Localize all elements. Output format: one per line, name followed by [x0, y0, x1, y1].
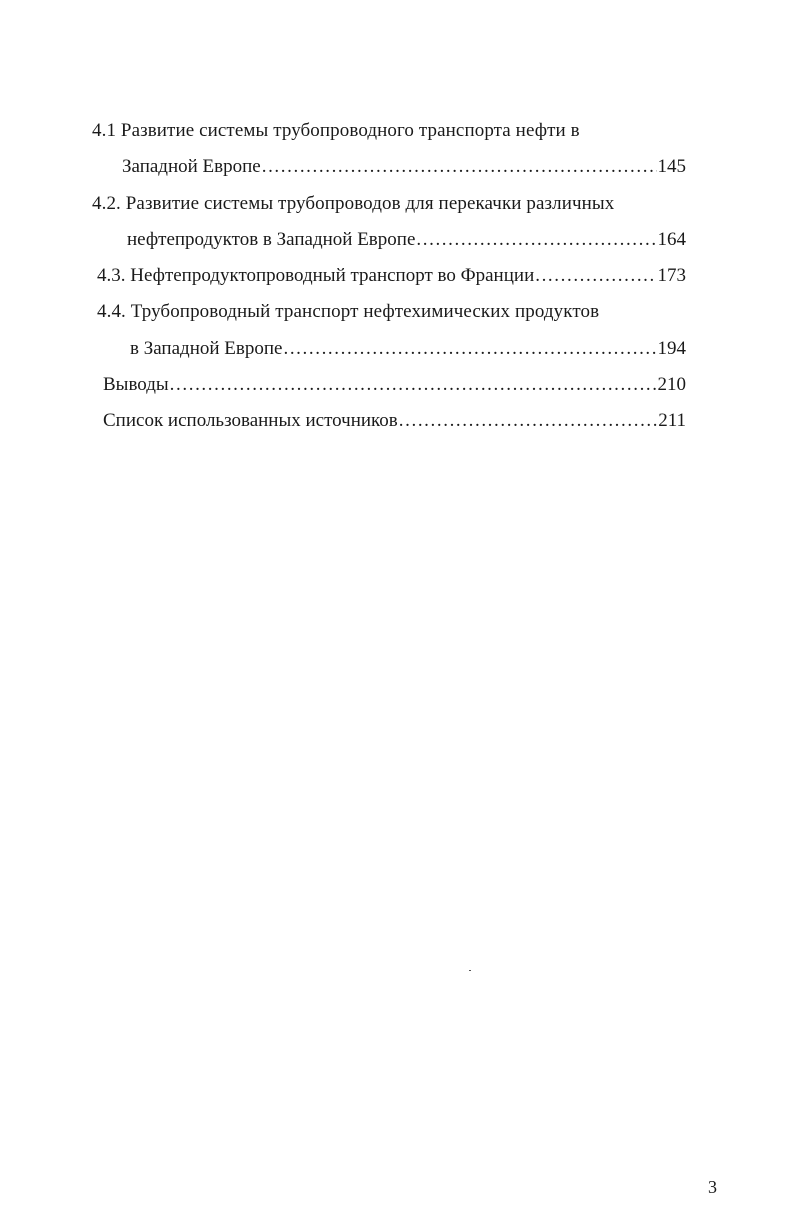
toc-entry-references-page: 211 [658, 410, 686, 431]
toc-entry-conclusions-title: Выводы [103, 374, 169, 395]
toc-entry-references-title: Список использованных источников [103, 410, 398, 431]
toc-entry-4-3[interactable] [97, 264, 686, 288]
toc-entry-4-1[interactable] [122, 155, 686, 179]
toc-entry-4-4-title-line1: 4.4. Трубопроводный транспорт нефтехимических продуктов [97, 301, 600, 322]
dot-leader [416, 228, 656, 252]
dot-leader [170, 373, 657, 397]
scan-speck [469, 970, 471, 971]
dot-leader [262, 155, 657, 179]
toc-entry-4-4-page: 194 [657, 338, 686, 359]
toc-entry-4-1-page: 145 [657, 156, 686, 177]
dot-leader [283, 337, 656, 361]
toc-entry-4-3-title: 4.3. Нефтепродуктопроводный транспорт во Франции [97, 265, 535, 286]
toc-entry-4-2-page: 164 [657, 229, 686, 250]
page-number: 3 [708, 1177, 717, 1197]
toc-entry-4-4[interactable] [130, 337, 686, 361]
toc-entry-conclusions[interactable] [103, 373, 686, 397]
toc-entry-references[interactable] [103, 409, 686, 433]
dot-leader [399, 409, 657, 433]
toc-entry-4-1-title-line1: 4.1 Развитие системы трубопроводного транспорта нефти в [92, 120, 580, 141]
toc-entry-4-3-page: 173 [657, 265, 686, 286]
toc-entry-4-4-title-line2: в Западной Европе [130, 338, 283, 359]
toc-entry-4-2[interactable] [127, 228, 686, 252]
toc-entry-4-2-title-line1: 4.2. Развитие системы трубопроводов для перекачки различных [92, 193, 615, 214]
toc-entry-conclusions-page: 210 [657, 374, 686, 395]
toc-entry-4-1-title-line2: Западной Европе [122, 156, 261, 177]
dot-leader [535, 264, 656, 288]
toc-entry-4-2-title-line2: нефтепродуктов в Западной Европе [127, 229, 416, 250]
